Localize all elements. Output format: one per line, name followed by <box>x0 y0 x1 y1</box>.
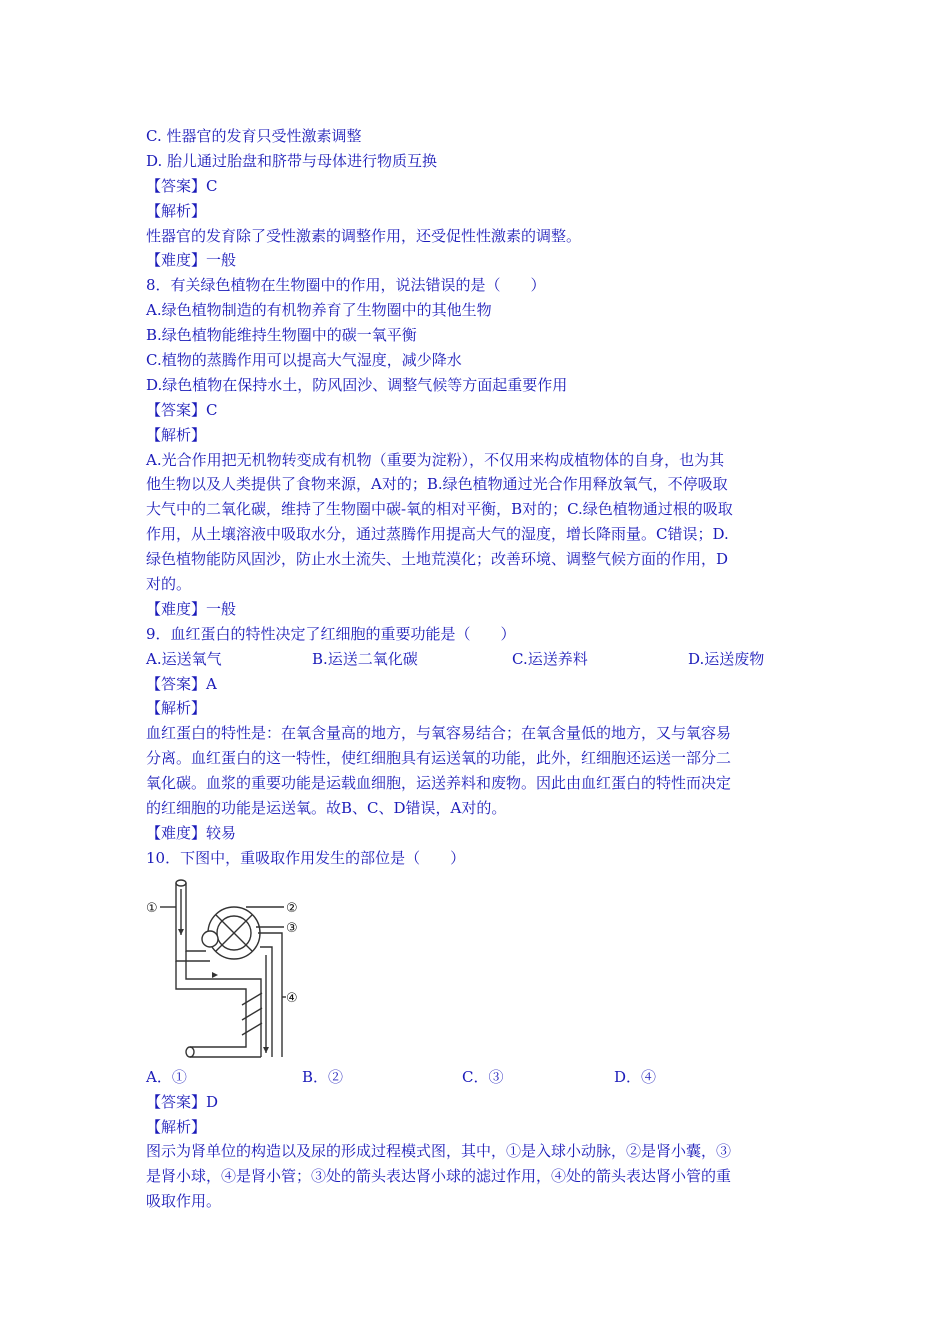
q9-analysis-line: 的红细胞的功能是运送氧。故B、C、D错误，A对的。 <box>146 799 507 818</box>
q9-difficulty: 【难度】较易 <box>146 823 237 842</box>
q8-answer: 【答案】C <box>146 400 218 419</box>
q8-analysis-line: 绿色植物能防风固沙，防止水土流失、土地荒漠化；改善环境、调整气候方面的作用，D <box>146 550 729 569</box>
q8-analysis-line: 对的。 <box>146 575 192 594</box>
q7-answer: 【答案】C <box>146 176 218 195</box>
afferent-opening <box>176 880 186 886</box>
q10-analysis-line: 是肾小球，④是肾小管；③处的箭头表达肾小球的滤过作用，④处的箭头表达肾小管的重 <box>146 1167 732 1186</box>
q8-option-c: C.植物的蒸腾作用可以提高大气湿度，减少降水 <box>146 351 462 370</box>
q7-option-c: C. 性器官的发育只受性激素调整 <box>146 127 362 145</box>
tubule-opening <box>186 1047 194 1057</box>
q10-option-a: A．① <box>146 1067 187 1086</box>
q8-option-b: B.绿色植物能维持生物圈中的碳一氧平衡 <box>146 326 417 345</box>
q8-analysis-line: 大气中的二氧化碳，维持了生物圈中碳-氧的相对平衡，B对的；C.绿色植物通过根的吸取 <box>146 500 733 519</box>
q9-question: 9．血红蛋白的特性决定了红细胞的重要功能是（ ） <box>146 624 516 643</box>
q9-option-d: D.运送废物 <box>688 649 765 668</box>
q8-option-d: D.绿色植物在保持水土，防风固沙、调整气候等方面起重要作用 <box>146 375 568 394</box>
q7-analysis-label: 【解析】 <box>146 201 207 220</box>
q10-question: 10．下图中，重吸取作用发生的部位是（ ） <box>146 848 466 867</box>
nephron-diagram <box>146 875 826 1065</box>
document-page <box>146 124 826 1214</box>
q9-options <box>146 647 826 672</box>
q7-difficulty: 【难度】一般 <box>146 251 237 270</box>
q9-option-c: C.运送养料 <box>512 649 588 668</box>
q7-analysis: 性器官的发育除了受性激素的调整作用，还受促性性激素的调整。 <box>146 226 582 245</box>
q8-analysis-line: 作用，从土壤溶液中吸取水分，通过蒸腾作用提高大气的湿度，增长降雨量。C错误；D. <box>146 525 729 544</box>
loop-arrow-head <box>212 972 218 978</box>
q10-answer: 【答案】D <box>146 1092 219 1111</box>
diagram-label-4: ④ <box>286 990 298 1006</box>
reabsorption-arrows <box>242 993 262 1035</box>
q8-analysis-line: A.光合作用把无机物转变成有机物（重要为淀粉），不仅用来构成植物体的自身，也为其 <box>146 450 725 469</box>
q10-options <box>146 1065 826 1090</box>
q10-analysis-label: 【解析】 <box>146 1117 207 1136</box>
diagram-label-3: ③ <box>286 920 298 936</box>
q9-analysis-line: 分离。血红蛋白的这一特性，使红细胞具有运送氧的功能，此外，红细胞还运送一部分二 <box>146 749 732 768</box>
diagram-label-1: ① <box>146 900 158 916</box>
q9-answer: 【答案】A <box>146 674 217 693</box>
q9-analysis-label: 【解析】 <box>146 699 207 718</box>
collecting-arrow-head <box>263 1047 269 1053</box>
filtration-arrows <box>216 915 252 951</box>
q8-analysis-label: 【解析】 <box>146 425 207 444</box>
q9-option-a: A.运送氧气 <box>146 649 222 668</box>
nephron-figure <box>146 875 316 1065</box>
q8-difficulty: 【难度】一般 <box>146 599 237 618</box>
q10-option-b: B．② <box>302 1067 344 1086</box>
q7-option-d: D. 胎儿通过胎盘和脐带与母体进行物质互换 <box>146 151 438 170</box>
q9-analysis-line: 氧化碳。血浆的重要功能是运载血细胞，运送养料和废物。因此由血红蛋白的特性而决定 <box>146 774 732 793</box>
q8-analysis-line: 他生物以及人类提供了食物来源，A对的；B.绿色植物通过光合作用释放氧气，不停吸取 <box>146 475 728 494</box>
q10-analysis-line: 吸取作用。 <box>146 1192 222 1211</box>
q9-option-b: B.运送二氧化碳 <box>312 649 418 668</box>
q10-analysis-line: 图示为肾单位的构造以及尿的形成过程模式图，其中，①是入球小动脉，②是肾小囊，③ <box>146 1142 732 1161</box>
q10-option-c: C．③ <box>462 1067 504 1086</box>
q8-question: 8．有关绿色植物在生物圈中的作用，说法错误的是（ ） <box>146 276 546 295</box>
tubule-loop-outer <box>186 951 261 1025</box>
glomerulus-notch <box>202 931 218 947</box>
diagram-label-2: ② <box>286 900 298 916</box>
q9-analysis-line: 血红蛋白的特性是：在氧含量高的地方，与氧容易结合；在氧含量低的地方，又与氧容易 <box>146 724 732 743</box>
afferent-arrow-head <box>178 929 184 935</box>
q8-option-a: A.绿色植物制造的有机物养育了生物圈中的其他生物 <box>146 301 492 320</box>
q10-option-d: D．④ <box>614 1067 657 1086</box>
